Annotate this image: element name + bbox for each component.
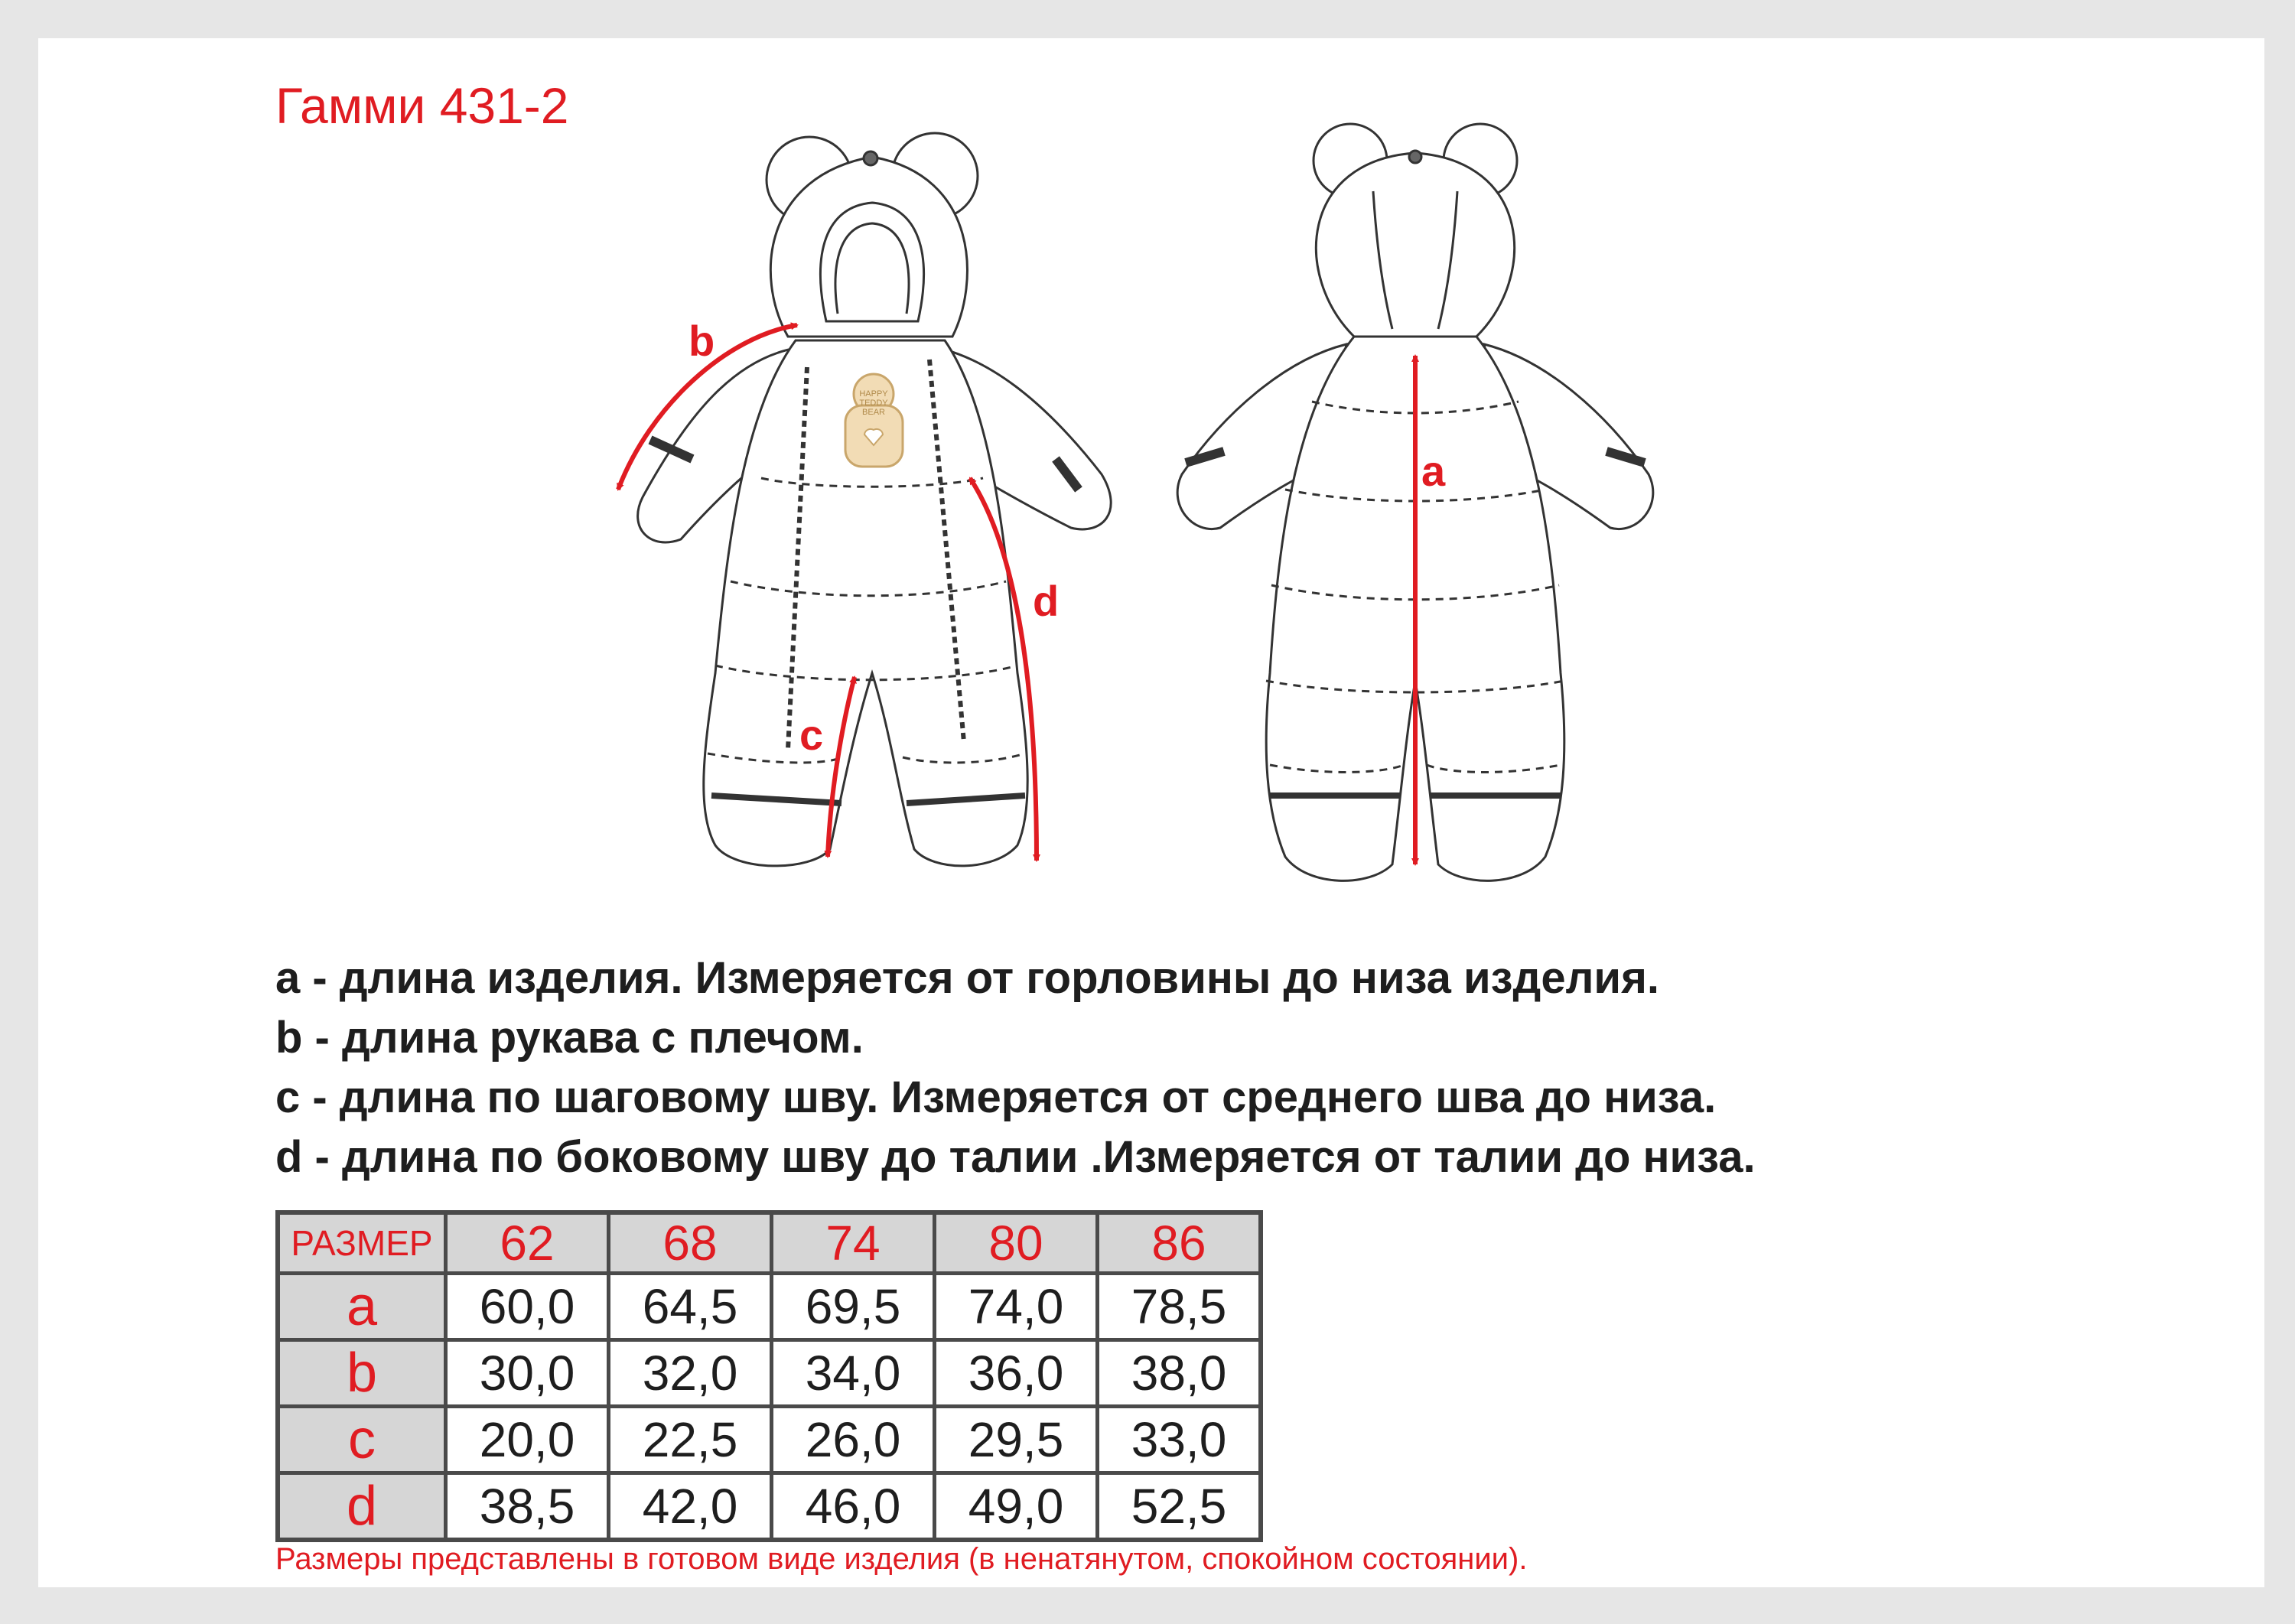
table-row — [278, 1274, 1261, 1340]
badge-line-3: BEAR — [862, 408, 885, 417]
table-cell: 69,5 — [772, 1274, 935, 1340]
size-header-label: РАЗМЕР — [278, 1212, 446, 1274]
size-col-80: 80 — [935, 1212, 1098, 1274]
table-cell: 20,0 — [446, 1407, 609, 1473]
table-cell: 74,0 — [935, 1274, 1098, 1340]
badge-line-1: HAPPY — [859, 389, 888, 399]
label-b: b — [688, 317, 715, 365]
table-row — [278, 1340, 1261, 1407]
label-a: a — [1421, 447, 1446, 495]
table-cell: 36,0 — [935, 1340, 1098, 1407]
size-table — [275, 1210, 1263, 1542]
size-col-68: 68 — [609, 1212, 772, 1274]
table-cell: 49,0 — [935, 1473, 1098, 1541]
table-cell: 30,0 — [446, 1340, 609, 1407]
table-cell: 22,5 — [609, 1407, 772, 1473]
legend-line-c: c - длина по шаговому шву. Измеряется от среднего шва до низа. — [275, 1072, 1717, 1122]
size-header-row — [278, 1212, 1261, 1274]
size-col-86: 86 — [1098, 1212, 1261, 1274]
table-cell: 38,0 — [1098, 1340, 1261, 1407]
table-row — [278, 1473, 1261, 1541]
table-cell: 34,0 — [772, 1340, 935, 1407]
table-cell: 38,5 — [446, 1473, 609, 1541]
table-cell: 46,0 — [772, 1473, 935, 1541]
product-title: Гамми 431-2 — [275, 77, 569, 134]
row-key-c: c — [278, 1407, 446, 1473]
table-cell: 29,5 — [935, 1407, 1098, 1473]
badge-line-2: TEDDY — [859, 399, 888, 408]
label-c: c — [799, 711, 824, 759]
table-cell: 60,0 — [446, 1274, 609, 1340]
row-key-b: b — [278, 1340, 446, 1407]
row-key-a: a — [278, 1274, 446, 1340]
legend-line-a: a - длина изделия. Измеряется от горловины до низа изделия. — [275, 953, 1660, 1003]
table-cell: 26,0 — [772, 1407, 935, 1473]
row-key-d: d — [278, 1473, 446, 1541]
table-cell: 52,5 — [1098, 1473, 1261, 1541]
size-col-74: 74 — [772, 1212, 935, 1274]
legend-line-d: d - длина по боковому шву до талии .Измеряется от талии до низа. — [275, 1132, 1756, 1182]
legend-line-b: b - длина рукава с плечом. — [275, 1013, 864, 1063]
back-hood — [1316, 153, 1514, 337]
label-d: d — [1033, 577, 1060, 625]
table-cell: 33,0 — [1098, 1407, 1261, 1473]
table-cell: 32,0 — [609, 1340, 772, 1407]
front-view-drawing — [638, 133, 1112, 866]
measurement-legend — [275, 949, 2035, 1187]
table-cell: 78,5 — [1098, 1274, 1261, 1340]
size-col-62: 62 — [446, 1212, 609, 1274]
table-cell: 64,5 — [609, 1274, 772, 1340]
table-row — [278, 1407, 1261, 1473]
footnote: Размеры представлены в готовом виде изделия (в ненатянутом, спокойном состоянии). — [275, 1542, 1528, 1576]
table-cell: 42,0 — [609, 1473, 772, 1541]
